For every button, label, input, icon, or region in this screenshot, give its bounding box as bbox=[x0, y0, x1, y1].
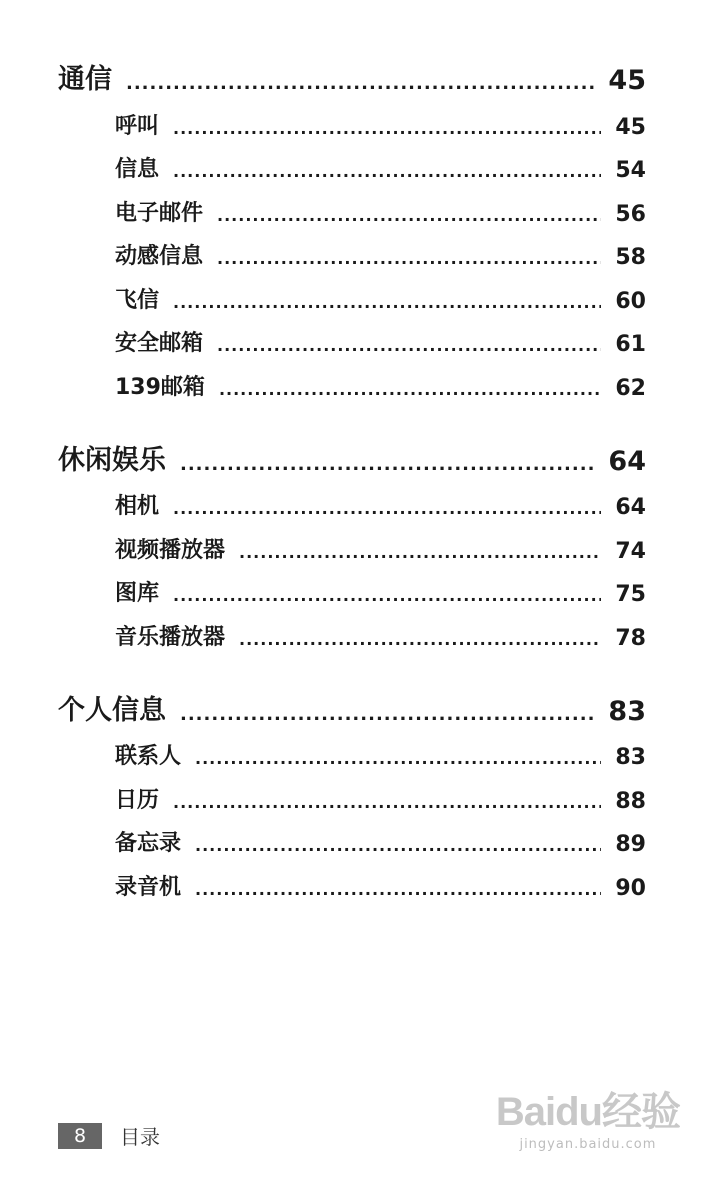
toc-entry-label: 安全邮箱 bbox=[115, 331, 204, 356]
toc-heading[interactable] bbox=[58, 681, 646, 727]
toc-section-communication bbox=[58, 50, 646, 401]
toc-heading-label: 个人信息 bbox=[58, 694, 166, 726]
dot-leader bbox=[239, 543, 601, 562]
toc-section-entertainment bbox=[58, 431, 646, 651]
toc-page-number: 62 bbox=[615, 375, 646, 401]
dot-leader bbox=[180, 704, 594, 725]
toc-entry-label: 信息 bbox=[115, 157, 160, 182]
table-of-contents bbox=[58, 50, 646, 931]
toc-page-number: 88 bbox=[615, 788, 646, 814]
page-number-badge: 8 bbox=[58, 1123, 102, 1149]
toc-page-number: 56 bbox=[615, 201, 646, 227]
dot-leader bbox=[219, 380, 601, 399]
toc-entry-label: 视频播放器 bbox=[115, 537, 226, 563]
toc-page-number: 75 bbox=[615, 582, 646, 607]
toc-entry[interactable] bbox=[58, 96, 646, 140]
toc-heading-label: 休闲娱乐 bbox=[58, 444, 166, 476]
dot-leader bbox=[173, 119, 601, 138]
dot-leader bbox=[173, 293, 601, 312]
dot-leader bbox=[195, 749, 601, 768]
toc-entry[interactable] bbox=[58, 477, 646, 521]
toc-entry[interactable] bbox=[58, 183, 646, 227]
dot-leader bbox=[173, 499, 601, 518]
toc-entry[interactable] bbox=[58, 270, 646, 314]
toc-entry-label: 139邮箱 bbox=[115, 374, 205, 400]
toc-heading[interactable] bbox=[58, 431, 646, 477]
toc-page-number: 83 bbox=[615, 745, 646, 770]
dot-leader bbox=[217, 249, 601, 268]
toc-page-number: 45 bbox=[615, 114, 646, 140]
baidu-watermark bbox=[496, 1080, 680, 1152]
dot-leader bbox=[217, 336, 601, 355]
toc-entry[interactable] bbox=[58, 770, 646, 814]
toc-entry-label: 飞信 bbox=[115, 287, 160, 313]
toc-section-personal-info bbox=[58, 681, 646, 901]
toc-page-number: 83 bbox=[608, 695, 646, 727]
dot-leader bbox=[173, 793, 601, 812]
dot-leader bbox=[195, 880, 601, 899]
toc-entry[interactable] bbox=[58, 520, 646, 564]
toc-entry[interactable] bbox=[58, 314, 646, 358]
toc-entry-label: 联系人 bbox=[115, 744, 182, 769]
dot-leader bbox=[195, 836, 601, 855]
dot-leader bbox=[239, 630, 601, 649]
toc-page-number: 89 bbox=[615, 832, 646, 857]
toc-heading-label: 通信 bbox=[58, 64, 112, 95]
toc-page-number: 60 bbox=[615, 288, 646, 314]
dot-leader bbox=[126, 73, 594, 94]
toc-page-number: 64 bbox=[615, 495, 646, 520]
footer-chapter-title: 目录 bbox=[120, 1125, 160, 1149]
toc-entry-label: 日历 bbox=[115, 787, 160, 813]
toc-entry-label: 音乐播放器 bbox=[115, 624, 226, 650]
toc-entry-label: 录音机 bbox=[115, 874, 182, 900]
toc-entry-label: 图库 bbox=[115, 581, 160, 606]
dot-leader bbox=[173, 586, 601, 605]
toc-entry[interactable] bbox=[58, 607, 646, 651]
toc-entry[interactable] bbox=[58, 357, 646, 401]
toc-entry-label: 动感信息 bbox=[115, 244, 204, 269]
toc-entry[interactable] bbox=[58, 814, 646, 858]
page-footer bbox=[58, 1121, 160, 1150]
toc-heading[interactable] bbox=[58, 50, 646, 96]
toc-entry[interactable] bbox=[58, 227, 646, 271]
toc-page-number: 90 bbox=[615, 875, 646, 901]
toc-entry-label: 相机 bbox=[115, 494, 160, 519]
toc-page-number: 54 bbox=[615, 158, 646, 183]
toc-entry[interactable] bbox=[58, 727, 646, 771]
baidu-logo: Baidu经验 bbox=[495, 1090, 680, 1134]
toc-page-number: 64 bbox=[608, 445, 646, 477]
toc-entry-label: 备忘录 bbox=[115, 831, 182, 856]
toc-entry-label: 呼叫 bbox=[115, 113, 160, 139]
toc-page-number: 61 bbox=[615, 332, 646, 357]
dot-leader bbox=[217, 206, 601, 225]
toc-entry[interactable] bbox=[58, 857, 646, 901]
toc-page-number: 78 bbox=[615, 625, 646, 651]
dot-leader bbox=[180, 454, 594, 475]
toc-page-number: 58 bbox=[615, 245, 646, 270]
watermark-url: jingyan.baidu.com bbox=[519, 1137, 657, 1152]
toc-page-number: 45 bbox=[608, 65, 646, 96]
toc-page-number: 74 bbox=[615, 538, 646, 564]
toc-entry[interactable] bbox=[58, 140, 646, 184]
toc-entry-label: 电子邮件 bbox=[115, 200, 204, 226]
dot-leader bbox=[173, 162, 601, 181]
toc-entry[interactable] bbox=[58, 564, 646, 608]
